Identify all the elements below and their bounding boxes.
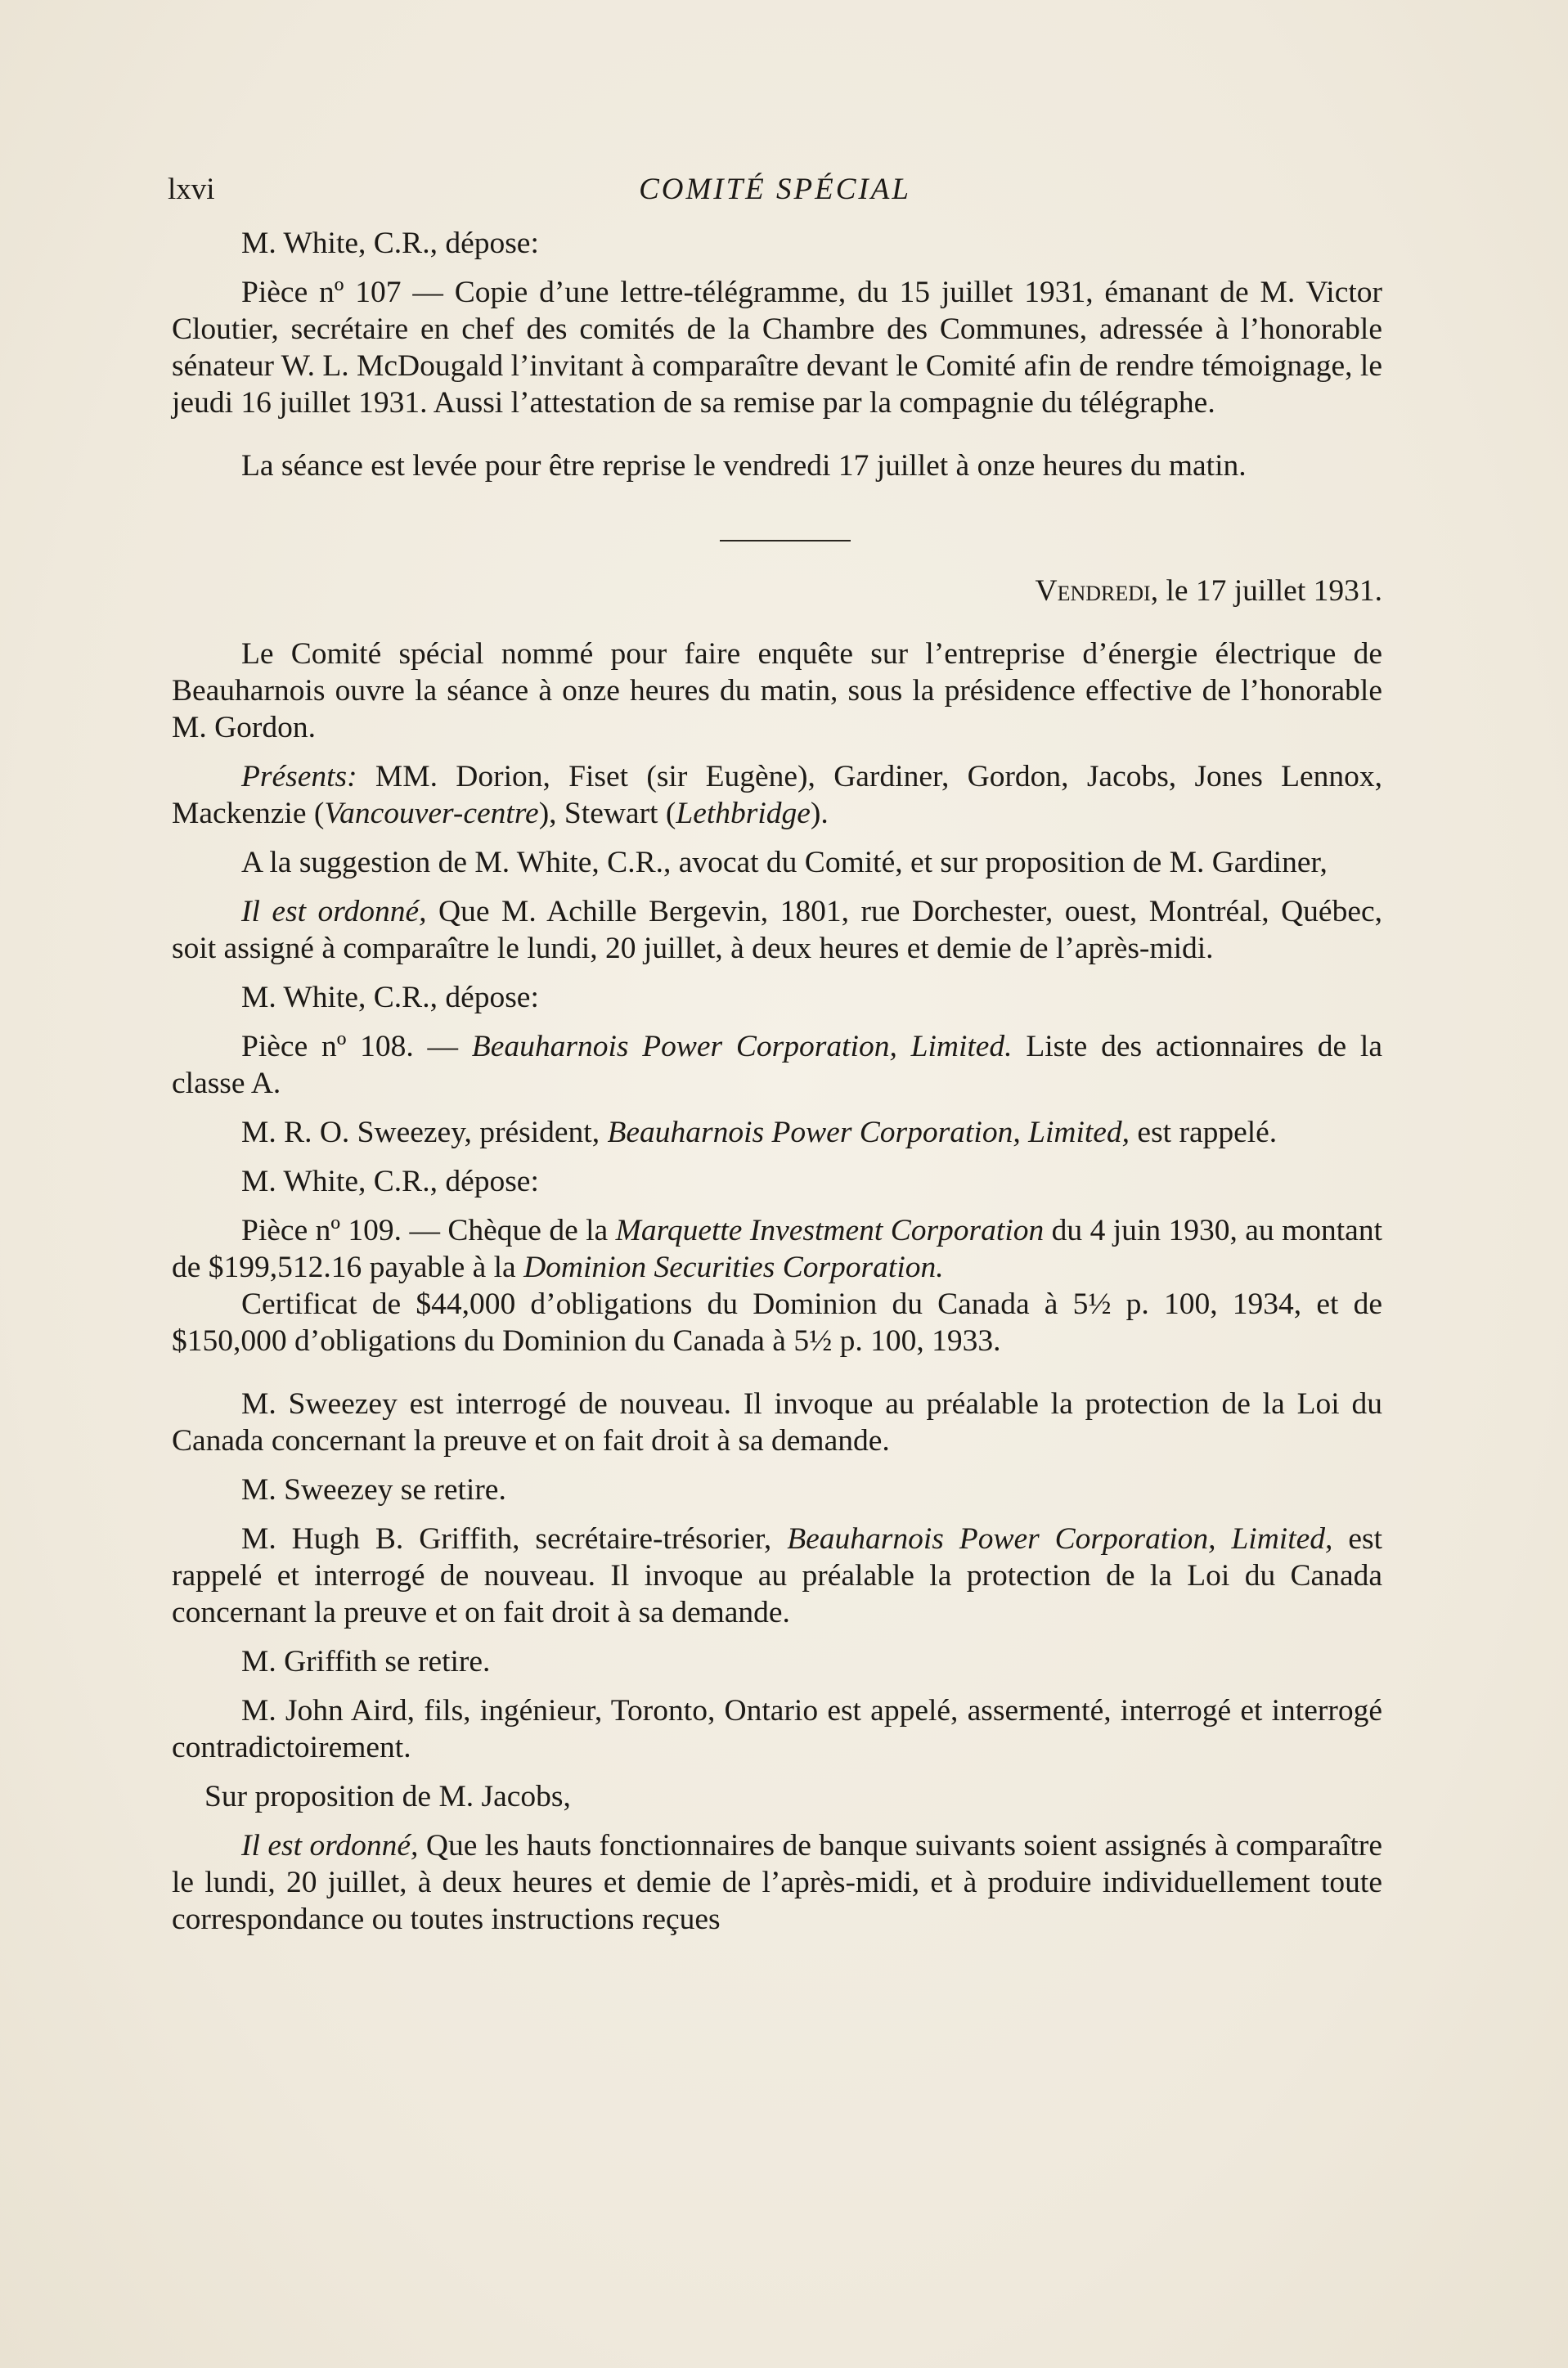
paragraph-sweezey-examined: M. Sweezey est interrogé de nouveau. Il invoque au préalable la protection de la Loi du Canada concernant la preuve et on fait droit à sa demande. — [172, 1387, 1382, 1458]
body-text — [172, 225, 1382, 1938]
section-divider — [720, 540, 851, 541]
session-date — [172, 573, 1382, 609]
paragraph-griffith-withdraws: M. Griffith se retire. — [241, 1645, 491, 1678]
paragraph-certificate: Certificat de $44,000 d’obligations du Dominion du Canada à 5½ p. 100, 1934, et de $150,000 d’obligations du Dominion du Canada à 5½ p. 100, 1933. — [172, 1287, 1382, 1358]
session-date-rest: , le 17 juillet 1931. — [1150, 574, 1382, 608]
running-title: COMITÉ SPÉCIAL — [639, 173, 911, 206]
paragraph-deposit-1: M. White, C.R., dépose: — [241, 227, 539, 260]
page-number: lxvi — [168, 173, 215, 206]
session-day: Vendredi — [1035, 574, 1151, 608]
attendance-label: Présents: — [241, 760, 357, 793]
paragraph-adjournment: La séance est levée pour être reprise le vendredi 17 juillet à onze heures du matin. — [241, 449, 1247, 483]
paragraph-suggestion: A la suggestion de M. White, C.R., avocat du Comité, et sur proposition de M. Gardiner, — [241, 846, 1328, 879]
paragraph-deposit-3: M. White, C.R., dépose: — [241, 1165, 539, 1198]
paragraph-session-opening: Le Comité spécial nommé pour faire enquête sur l’entreprise d’énergie électrique de Beauharnois ouvre la séance à onze heures du matin, sous la présidence effective de l’honorable M. Gordon. — [172, 637, 1382, 744]
paragraph-exhibit-108: Pièce nº 108. — Beauharnois Power Corporation, Limited. Liste des actionnaires de la classe A. — [172, 1030, 1382, 1100]
paragraph-sweezey-recalled: M. R. O. Sweezey, président, Beauharnois Power Corporation, Limited, est rappelé. — [241, 1116, 1278, 1149]
paragraph-jacobs-motion: Sur proposition de M. Jacobs, — [204, 1780, 571, 1813]
paragraph-exhibit-107: Pièce nº 107 — Copie d’une lettre-télégramme, du 15 juillet 1931, émanant de M. Victor Cloutier, secrétaire en chef des comités de la Chambre des Communes, adressée à l’honorable sénateur W. L. McDougald l’invitant à comparaître devant le Comité afin de rendre témoignage, le jeudi 16 juillet 1931. Aussi l’attestation de sa remise par la compagnie du télégraphe. — [172, 276, 1382, 420]
paragraph-attendance: Présents: MM. Dorion, Fiset (sir Eugène), Gardiner, Gordon, Jacobs, Jones Lennox, Mackenzie (Vancouver-centre), Stewart (Lethbridge). — [172, 760, 1382, 830]
paragraph-sweezey-withdraws: M. Sweezey se retire. — [241, 1473, 506, 1507]
paragraph-order-bergevin: Il est ordonné, Que M. Achille Bergevin, 1801, rue Dorchester, ouest, Montréal, Québec, soit assigné à comparaître le lundi, 20 juillet, à deux heures et demie de l’après-midi. — [172, 895, 1382, 965]
paragraph-order-bank-officials: Il est ordonné, Que les hauts fonctionnaires de banque suivants soient assignés à comparaître le lundi, 20 juillet, à deux heures et demie de l’après-midi, et à produire individuellement toute correspondance ou toutes instructions reçues — [172, 1829, 1382, 1936]
paragraph-deposit-2: M. White, C.R., dépose: — [241, 981, 539, 1014]
page-header — [168, 172, 1382, 213]
paragraph-griffith-recalled: M. Hugh B. Griffith, secrétaire-trésorier, Beauharnois Power Corporation, Limited, est rappelé et interrogé de nouveau. Il invoque au préalable la protection de la Loi du Canada concernant la preuve et on fait droit à sa demande. — [172, 1522, 1382, 1629]
paragraph-aird-called: M. John Aird, fils, ingénieur, Toronto, Ontario est appelé, assermenté, interrogé et interrogé contradictoirement. — [172, 1694, 1382, 1764]
paragraph-exhibit-109: Pièce nº 109. — Chèque de la Marquette Investment Corporation du 4 juin 1930, au montant de $199,512.16 payable à la Dominion Securities Corporation. — [172, 1214, 1382, 1284]
